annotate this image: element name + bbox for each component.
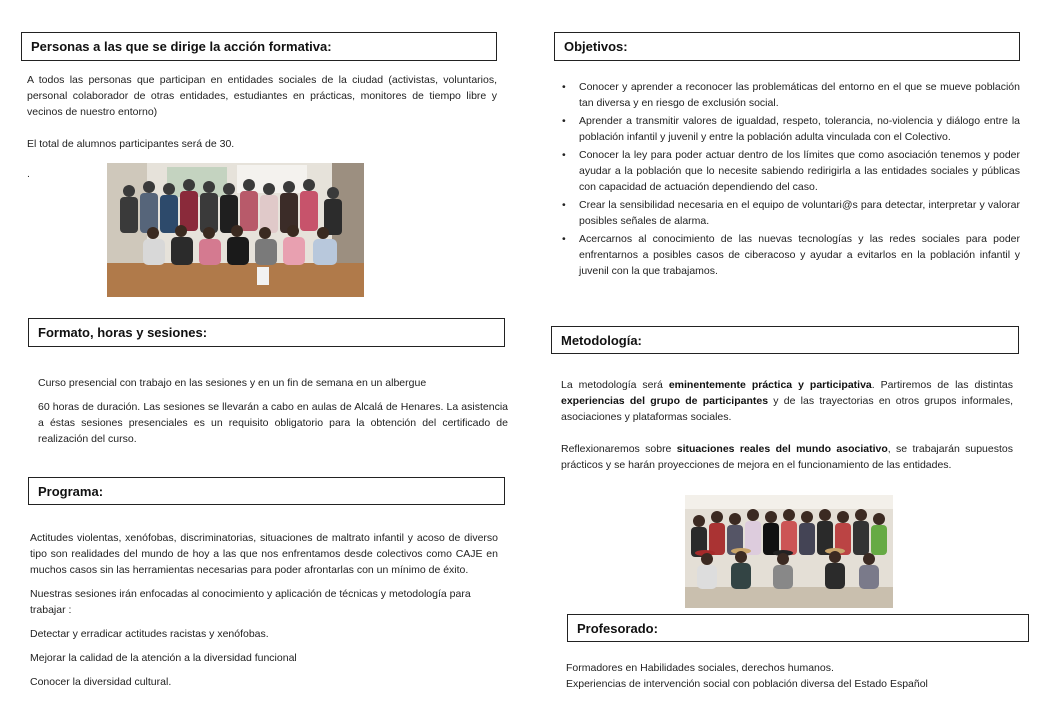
personas-para2: El total de alumnos participantes será de 30. (27, 138, 235, 150)
profesorado-line2: Experiencias de intervención social con población diversa del Estado Español (566, 678, 928, 690)
programa-heading: Programa: (28, 477, 505, 505)
group-photo-hats (685, 495, 893, 608)
programa-item2: Mejorar la calidad de la atención a la diversidad funcional (30, 652, 297, 664)
formato-line2: 60 horas de duración. Las sesiones se llevarán a cabo en aulas de Alcalá de Henares. La asistencia a éstas sesiones presenciales es un requisito obligatorio para la obtención del certificado de realización del curso. (38, 401, 508, 445)
formato-heading: Formato, horas y sesiones: (28, 318, 505, 347)
personas-heading: Personas a las que se dirige la acción formativa: (21, 32, 497, 61)
programa-item3: Conocer la diversidad cultural. (30, 676, 172, 688)
objetivo-item: • Acercarnos al conocimiento de las nuevas tecnologías y las redes sociales para poder enfrentarnos a posibles casos de ciberacoso y ayudar a evitarlos en la población infantil y juvenil con la que trabajamos. (562, 231, 1020, 279)
objetivo-item: • Conocer la ley para poder actuar dentro de los límites que como asociación tenemos y poder ayudar a la población que lo necesite sabiendo redirigirla a las entidades sociales y públicas con capacidad de actuación dependiendo del caso. (562, 147, 1020, 195)
programa-item1: Detectar y erradicar actitudes racistas y xenófobas. (30, 628, 269, 640)
metodologia-heading: Metodología: (551, 326, 1019, 354)
profesorado-text (566, 660, 1026, 692)
objetivos-list (562, 79, 1020, 281)
objetivo-item: • Crear la sensibilidad necesaria en el equipo de voluntari@s para detectar, interpretar y valorar posibles señales de alarma. (562, 197, 1020, 229)
programa-para2: Nuestras sesiones irán enfocadas al conocimiento y aplicación de técnicas y metodología para trabajar : (30, 588, 471, 616)
objetivo-item: • Aprender a transmitir valores de igualdad, respeto, tolerancia, no-violencia y diálogo entre la población infantil y juvenil y entre la población adulta vinculada con el Colectivo. (562, 113, 1020, 145)
metodologia-para2: Reflexionaremos sobre situaciones reales del mundo asociativo, se trabajarán supuestos prácticos y se harán proyecciones de mejora en el funcionamiento de las entidades. (561, 443, 1013, 471)
personas-para1: A todos las personas que participan en entidades sociales de la ciudad (activistas, voluntarios, personal colaborador de otras entidades, estudiantes en prácticas, monitores de tiempo libre y vecinos de nuestro entorno) (27, 74, 497, 118)
classroom-photo-illustration (107, 163, 364, 297)
metodologia-para1: La metodología será eminentemente práctica y participativa. Partiremos de las distintas experiencias del grupo de participantes y de las trayectorias en otros grupos informales, asociaciones y plataformas sociales. (561, 379, 1013, 423)
group-photo-classroom (107, 163, 364, 297)
formato-line1: Curso presencial con trabajo en las sesiones y en un fin de semana en un albergue (38, 377, 427, 389)
programa-para1: Actitudes violentas, xenófobas, discriminatorias, situaciones de maltrato infantil y acoso de diverso tipo son realidades del mundo de hoy a las que nos enfrentamos desde colectivos como CAJE en muchos casos sin las herramientas necesarias para poder afrontarlas con un mínimo de éxito. (30, 532, 498, 576)
personas-dot: . (27, 168, 30, 180)
profesorado-line1: Formadores en Habilidades sociales, derechos humanos. (566, 662, 834, 674)
objetivos-heading: Objetivos: (554, 32, 1020, 61)
formato-text (38, 375, 508, 447)
objetivo-item: • Conocer y aprender a reconocer las problemáticas del entorno en el que se mueve población tan diversa y en riesgo de exclusión social. (562, 79, 1020, 111)
metodologia-text (561, 377, 1013, 473)
hats-photo-illustration (685, 495, 893, 608)
programa-text (30, 530, 498, 690)
profesorado-heading: Profesorado: (567, 614, 1029, 642)
